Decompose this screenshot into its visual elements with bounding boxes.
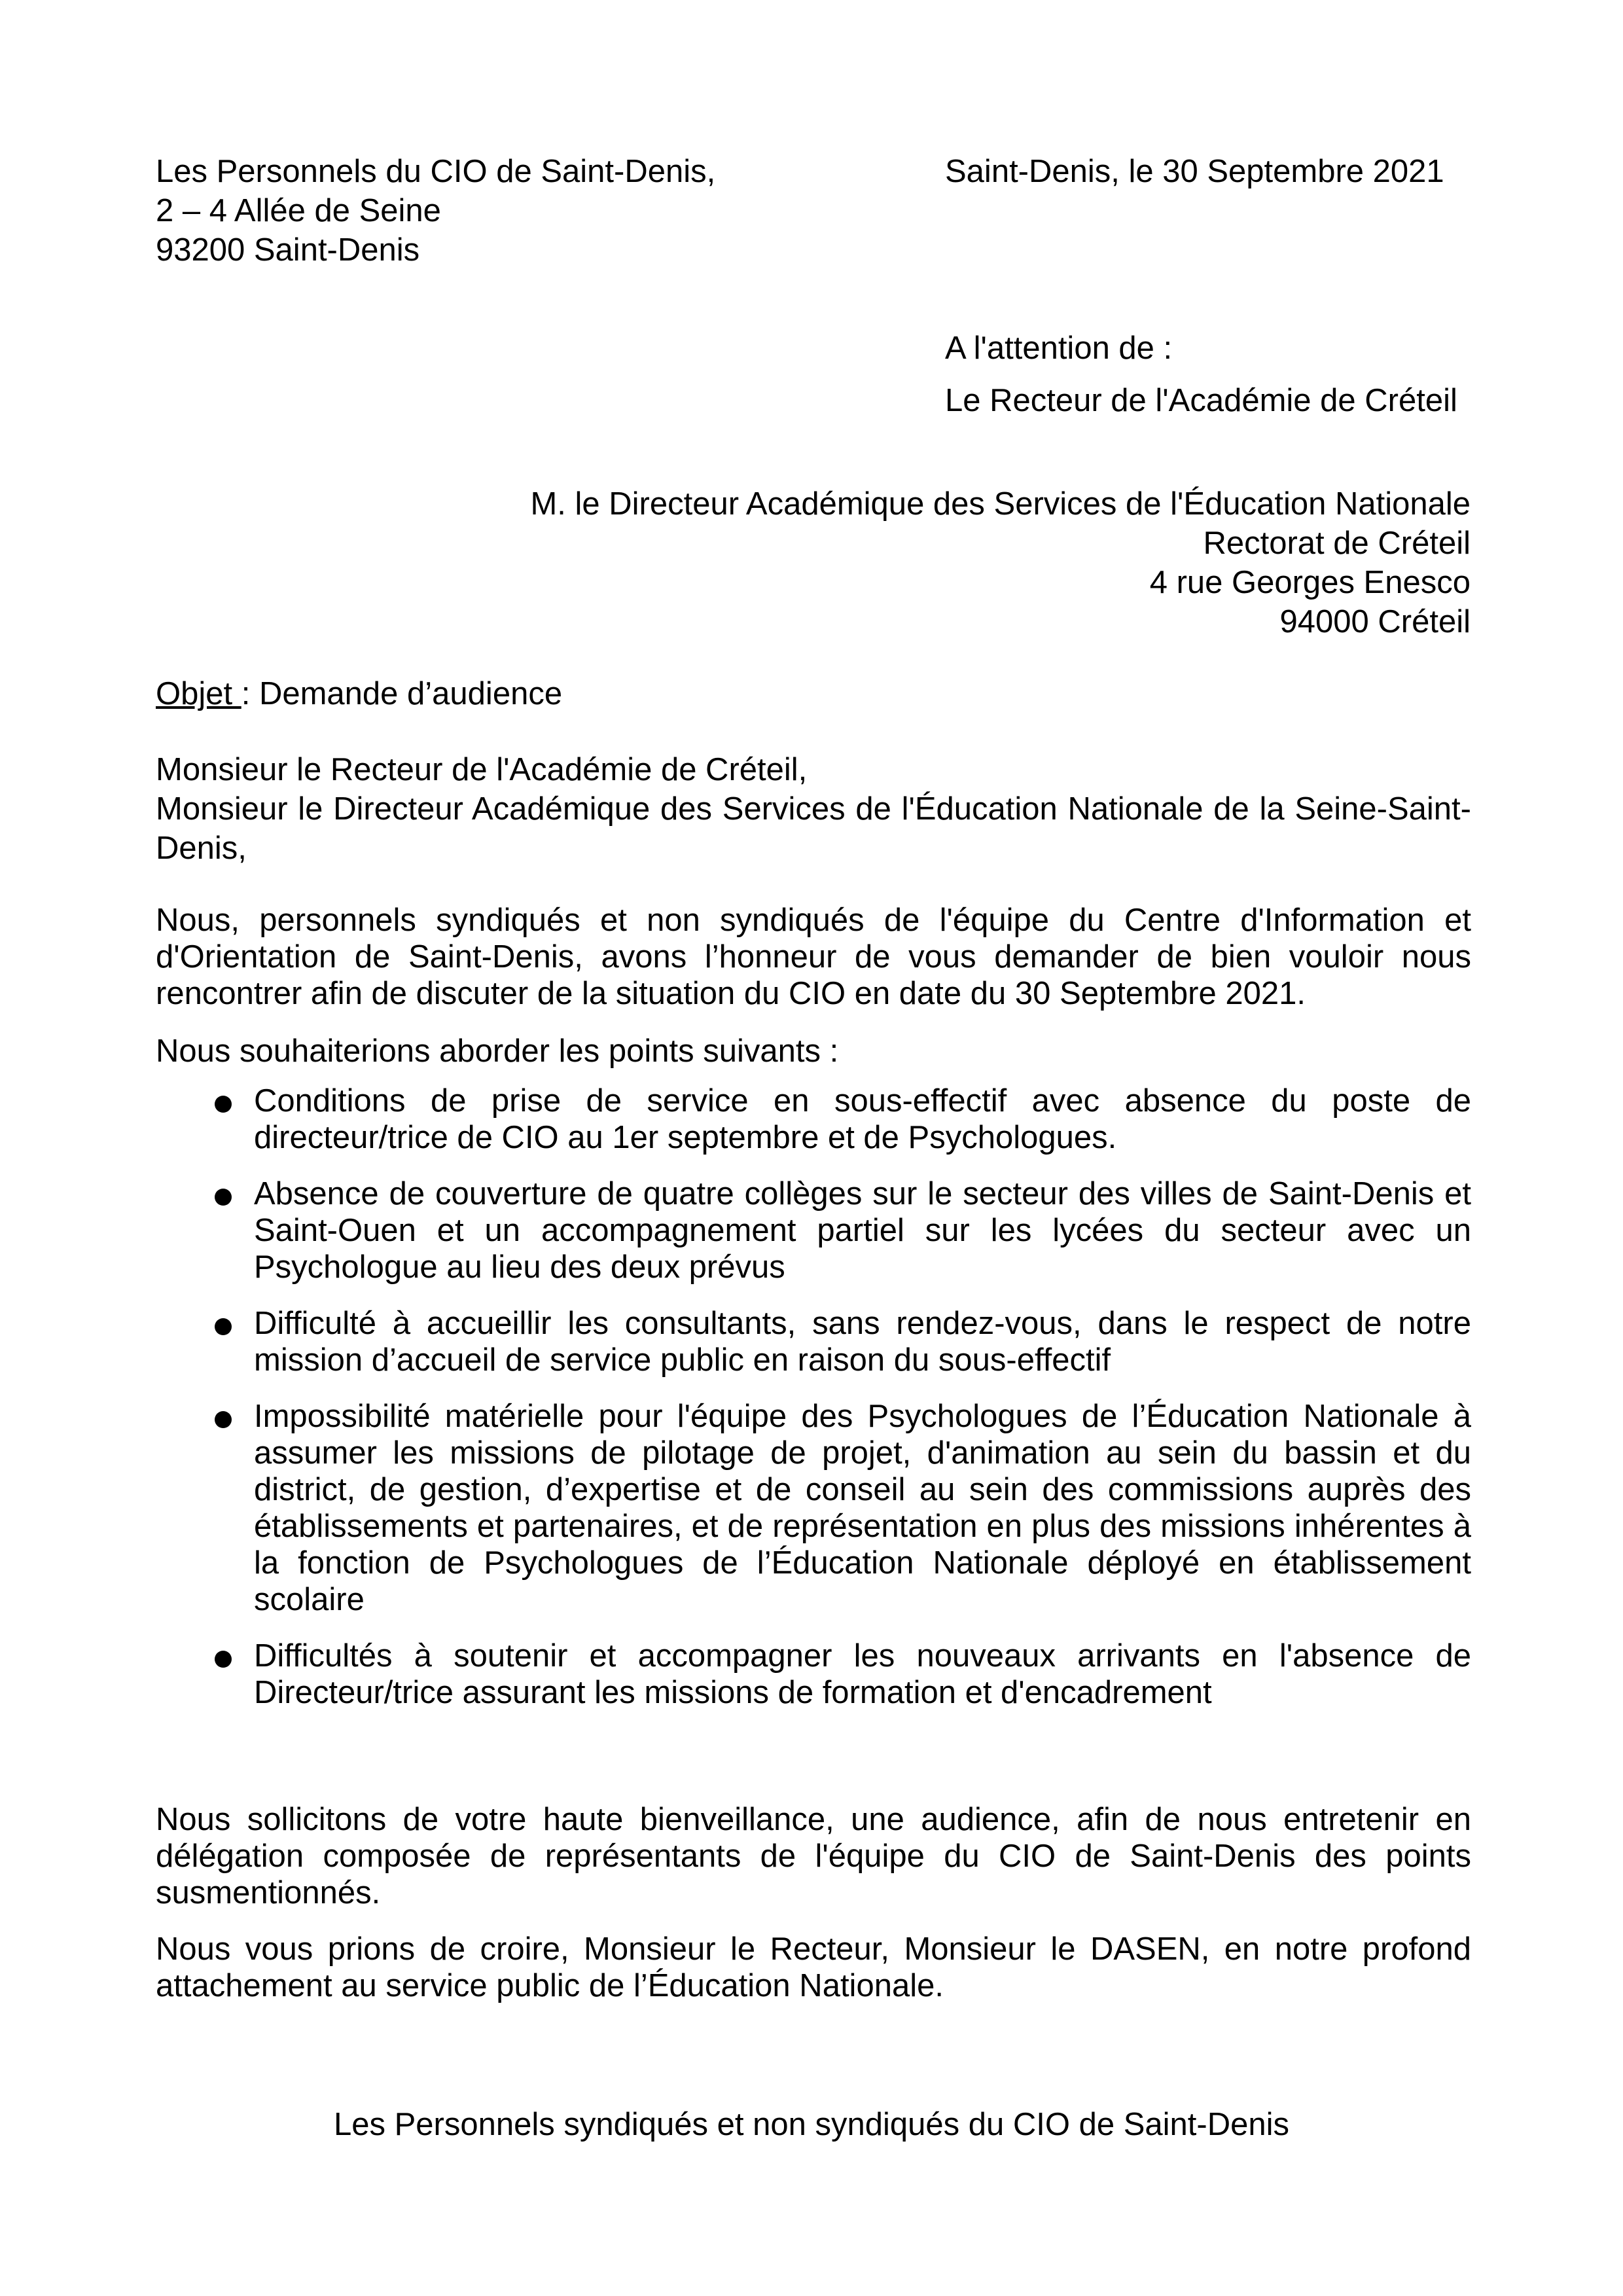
bullet-icon xyxy=(215,1096,232,1113)
list-item xyxy=(215,1305,1471,1378)
bullet-icon xyxy=(215,1651,232,1668)
intro-paragraph: Nous, personnels syndiqués et non syndiqués de l'équipe du Centre d'Information et d'Orientation de Saint-Denis, avons l’honneur de vous demander de bien vouloir nous rencontrer afin de discuter de la situation du CIO en date du 30 Septembre 2021. xyxy=(156,903,1471,1011)
subject-text: : Demande d’audience xyxy=(241,676,563,711)
list-item xyxy=(215,1638,1471,1711)
signature-line: Les Personnels syndiqués et non syndiqués du CIO de Saint-Denis xyxy=(334,2107,1289,2142)
request-paragraph: Nous sollicitons de votre haute bienveillance, une audience, afin de nous entretenir en délégation composée de représentants de l'équipe du CIO de Saint-Denis des points susmentionnés. xyxy=(156,1802,1471,1910)
list-item-text: Difficultés à soutenir et accompagner les nouveaux arrivants en l'absence de Directeur/trice assurant les missions de formation et d'encadrement xyxy=(254,1638,1471,1710)
list-item-text: Impossibilité matérielle pour l'équipe des Psychologues de l’Éducation Nationale à assumer les missions de pilotage de projet, d'animation au sein du bassin et du district, de gestion, d’expertise et de conseil au sein des commissions auprès des établissements et partenaires, et de représentation en plus des missions inhérentes à la fonction de Psychologues de l’Éducation Nationale déployé en établissement scolaire xyxy=(254,1399,1471,1617)
list-item xyxy=(215,1398,1471,1618)
recipient-organization: Rectorat de Créteil xyxy=(1203,526,1471,561)
sender-address xyxy=(156,152,876,270)
recipient-street: 4 rue Georges Enesco xyxy=(1149,565,1471,600)
list-item-text: Difficulté à accueillir les consultants, sans rendez-vous, dans le respect de notre mission d’accueil de service public en raison du sous-effectif xyxy=(254,1306,1471,1378)
recipient-city: 94000 Créteil xyxy=(1279,604,1471,639)
recipient-title: M. le Directeur Académique des Services de l'Éducation Nationale xyxy=(530,486,1471,522)
bullet-icon xyxy=(215,1318,232,1335)
attention-recipient: Le Recteur de l'Académie de Créteil xyxy=(945,383,1457,418)
subject-line xyxy=(156,674,562,713)
salutation-line-1: Monsieur le Recteur de l'Académie de Créteil, xyxy=(156,752,808,787)
sender-street: 2 – 4 Allée de Seine xyxy=(156,193,441,228)
points-intro: Nous souhaiterions aborder les points suivants : xyxy=(156,1033,839,1069)
recipient-address xyxy=(530,484,1471,641)
subject-label: Objet xyxy=(156,676,241,711)
attention-label: A l'attention de : xyxy=(945,331,1173,366)
points-list xyxy=(215,1083,1471,1731)
salutation xyxy=(156,750,1471,868)
salutation-line-2: Monsieur le Directeur Académique des Services de l'Éducation Nationale de la Seine-Saint-Denis, xyxy=(156,791,1471,866)
list-item xyxy=(215,1175,1471,1285)
regards-paragraph: Nous vous prions de croire, Monsieur le Recteur, Monsieur le DASEN, en notre profond attachement au service public de l’Éducation Nationale. xyxy=(156,1931,1471,2003)
sender-name: Les Personnels du CIO de Saint-Denis, xyxy=(156,154,716,189)
sender-city: 93200 Saint-Denis xyxy=(156,232,420,268)
bullet-icon xyxy=(215,1189,232,1206)
bullet-icon xyxy=(215,1411,232,1428)
list-item-text: Absence de couverture de quatre collèges sur le secteur des villes de Saint-Denis et Saint-Ouen et un accompagnement partiel sur les lycées du secteur avec un Psychologue au lieu des deux prévus xyxy=(254,1176,1471,1285)
list-item-text: Conditions de prise de service en sous-effectif avec absence du poste de directeur/trice de CIO au 1er septembre et de Psychologues. xyxy=(254,1083,1471,1155)
list-item xyxy=(215,1083,1471,1156)
letter-date: Saint-Denis, le 30 Septembre 2021 xyxy=(945,154,1444,189)
attention-block xyxy=(945,322,1457,427)
